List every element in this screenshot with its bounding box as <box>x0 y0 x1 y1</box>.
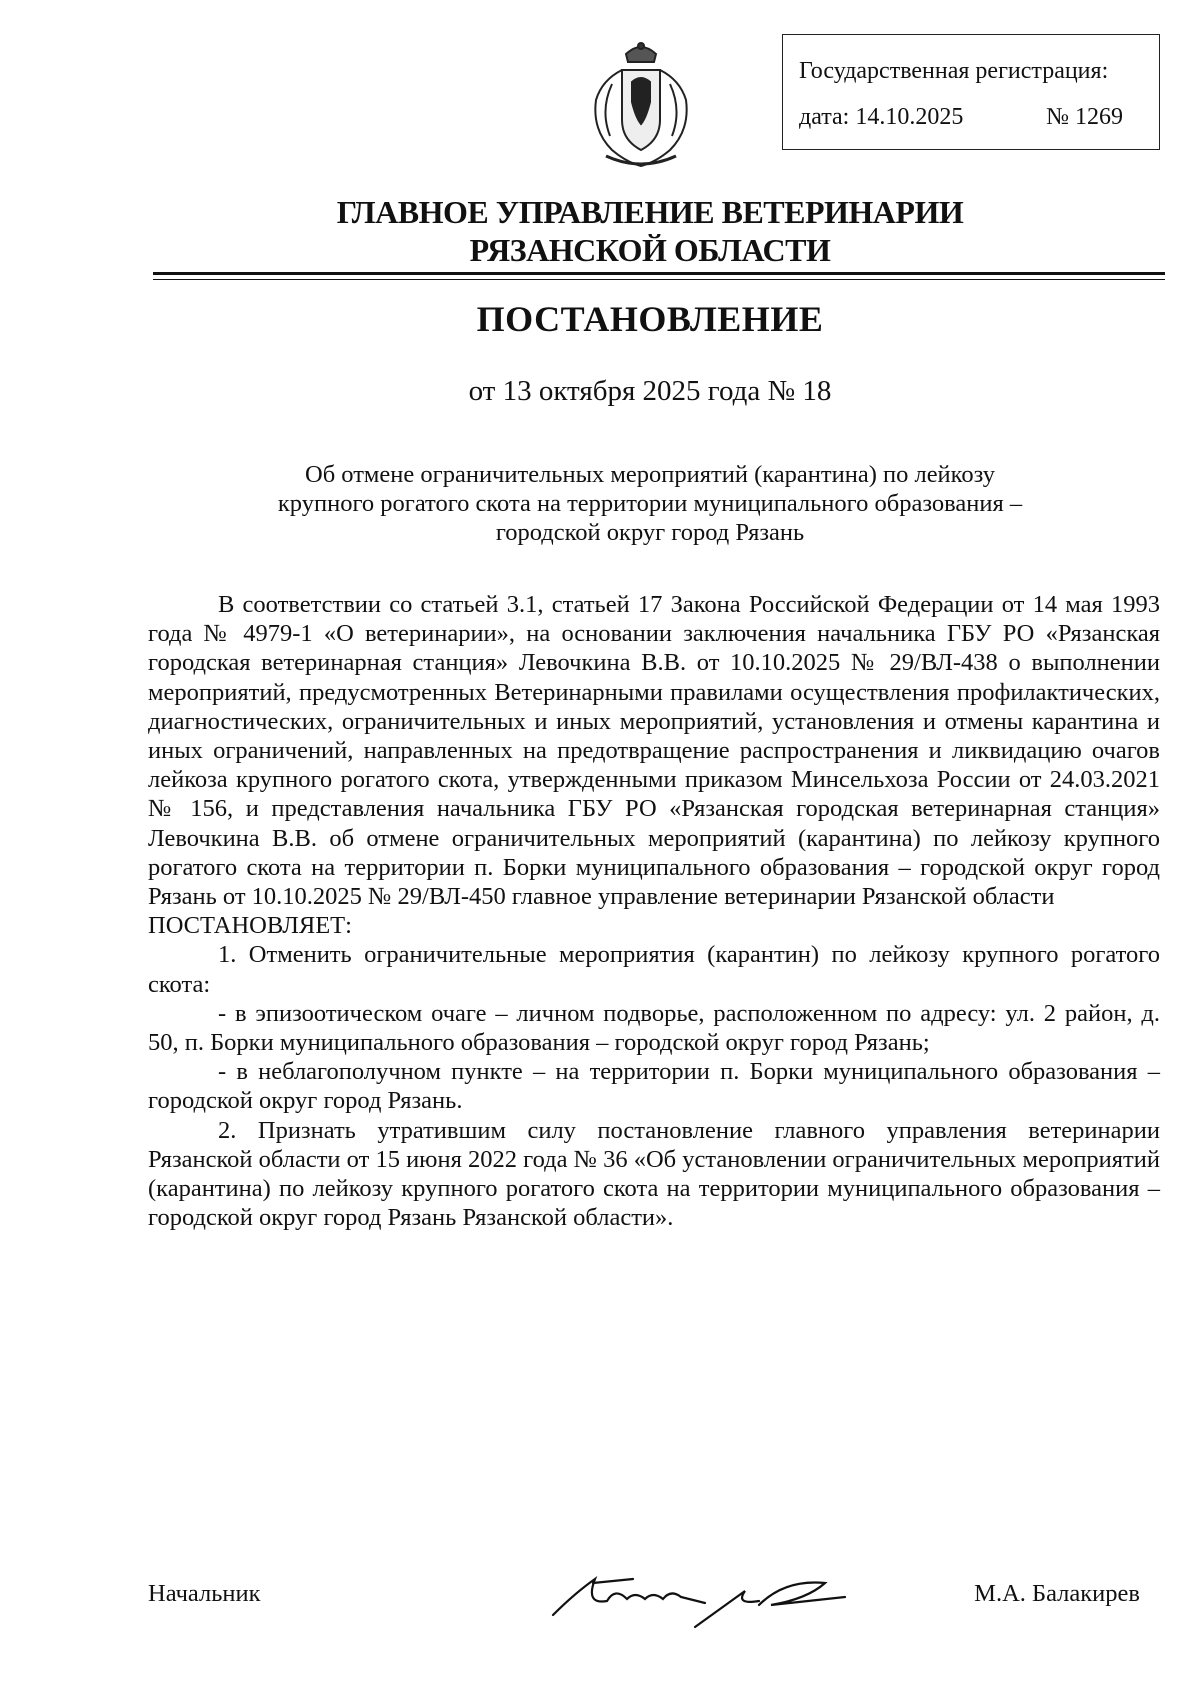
document-subject <box>190 460 1110 547</box>
signatory-position: Начальник <box>148 1580 261 1607</box>
signature-icon <box>545 1565 885 1635</box>
org-name-line1: ГЛАВНОЕ УПРАВЛЕНИЕ ВЕТЕРИНАРИИ <box>336 194 964 230</box>
header-rule-thin <box>153 279 1165 280</box>
decree-word: ПОСТАНОВЛЯЕТ: <box>148 912 352 940</box>
item-2: 2. Признать утратившим силу постановление главного управления ветеринарии Рязанской области от 15 июня 2022 года № 36 «Об установлении ограничительных мероприятий (карантина) по лейкозу крупного рогатого скота на территории муниципального образования – городской округ город Рязань Рязанской области». <box>148 1116 1160 1232</box>
preamble-paragraph: В соответствии со статьей 3.1, статьей 17 Закона Российской Федерации от 14 мая 1993 года № 4979-1 «О ветеринарии», на основании заключения начальника ГБУ РО «Рязанская городская ветеринарная станция» Левочкина В.В. от 10.10.2025 № 29/ВЛ-438 о выполнении мероприятий, предусмотренных Ветеринарными правилами осуществления профилактических, диагностических, ограничительных и иных мероприятий, установления и отмены карантина и иных ограничений, направленных на предотвращение распространения и ликвидацию очагов лейкоза крупного рогатого скота, утвержденными приказом Минсельхоза России от 24.03.2021 № 156, и представления начальника ГБУ РО «Рязанская городская ветеринарная станция» Левочкина В.В. об отмене ограничительных мероприятий (карантина) по лейкозу крупного рогатого скота на территории п. Борки муниципального образования – городской округ город Рязань от 10.10.2025 № 29/ВЛ-450 главное управление ветеринарии Рязанской области <box>148 591 1160 911</box>
item-1-subitem-a: - в эпизоотическом очаге – личном подворье, расположенном по адресу: ул. 2 район, д. 50, п. Борки муниципального образования – городской округ город Рязань; <box>148 999 1160 1057</box>
document-type: ПОСТАНОВЛЕНИЕ <box>476 299 824 339</box>
registration-date: дата: 14.10.2025 <box>799 104 964 130</box>
item-1-subitem-b: - в неблагополучном пункте – на территории п. Борки муниципального образования – городской округ город Рязань. <box>148 1058 1160 1115</box>
org-name-line2: РЯЗАНСКОЙ ОБЛАСТИ <box>469 232 831 268</box>
subject-line: Об отмене ограничительных мероприятий (карантина) по лейкозу <box>305 461 995 488</box>
registration-number: № 1269 <box>1046 104 1123 130</box>
signatory-name: М.А. Балакирев <box>974 1580 1140 1607</box>
subject-line: городской округ город Рязань <box>495 519 805 546</box>
coat-of-arms-icon <box>582 40 700 170</box>
document-body <box>148 590 1160 1232</box>
registration-title: Государственная регистрация: <box>799 58 1109 84</box>
registration-stamp <box>782 34 1160 150</box>
item-1: 1. Отменить ограничительные мероприятия (карантин) по лейкозу крупного рогатого скота: <box>148 941 1160 998</box>
header-rule-thick <box>153 272 1165 275</box>
document-date: от 13 октября 2025 года № 18 <box>468 375 832 407</box>
subject-line: крупного рогатого скота на территории муниципального образования – <box>277 490 1023 517</box>
